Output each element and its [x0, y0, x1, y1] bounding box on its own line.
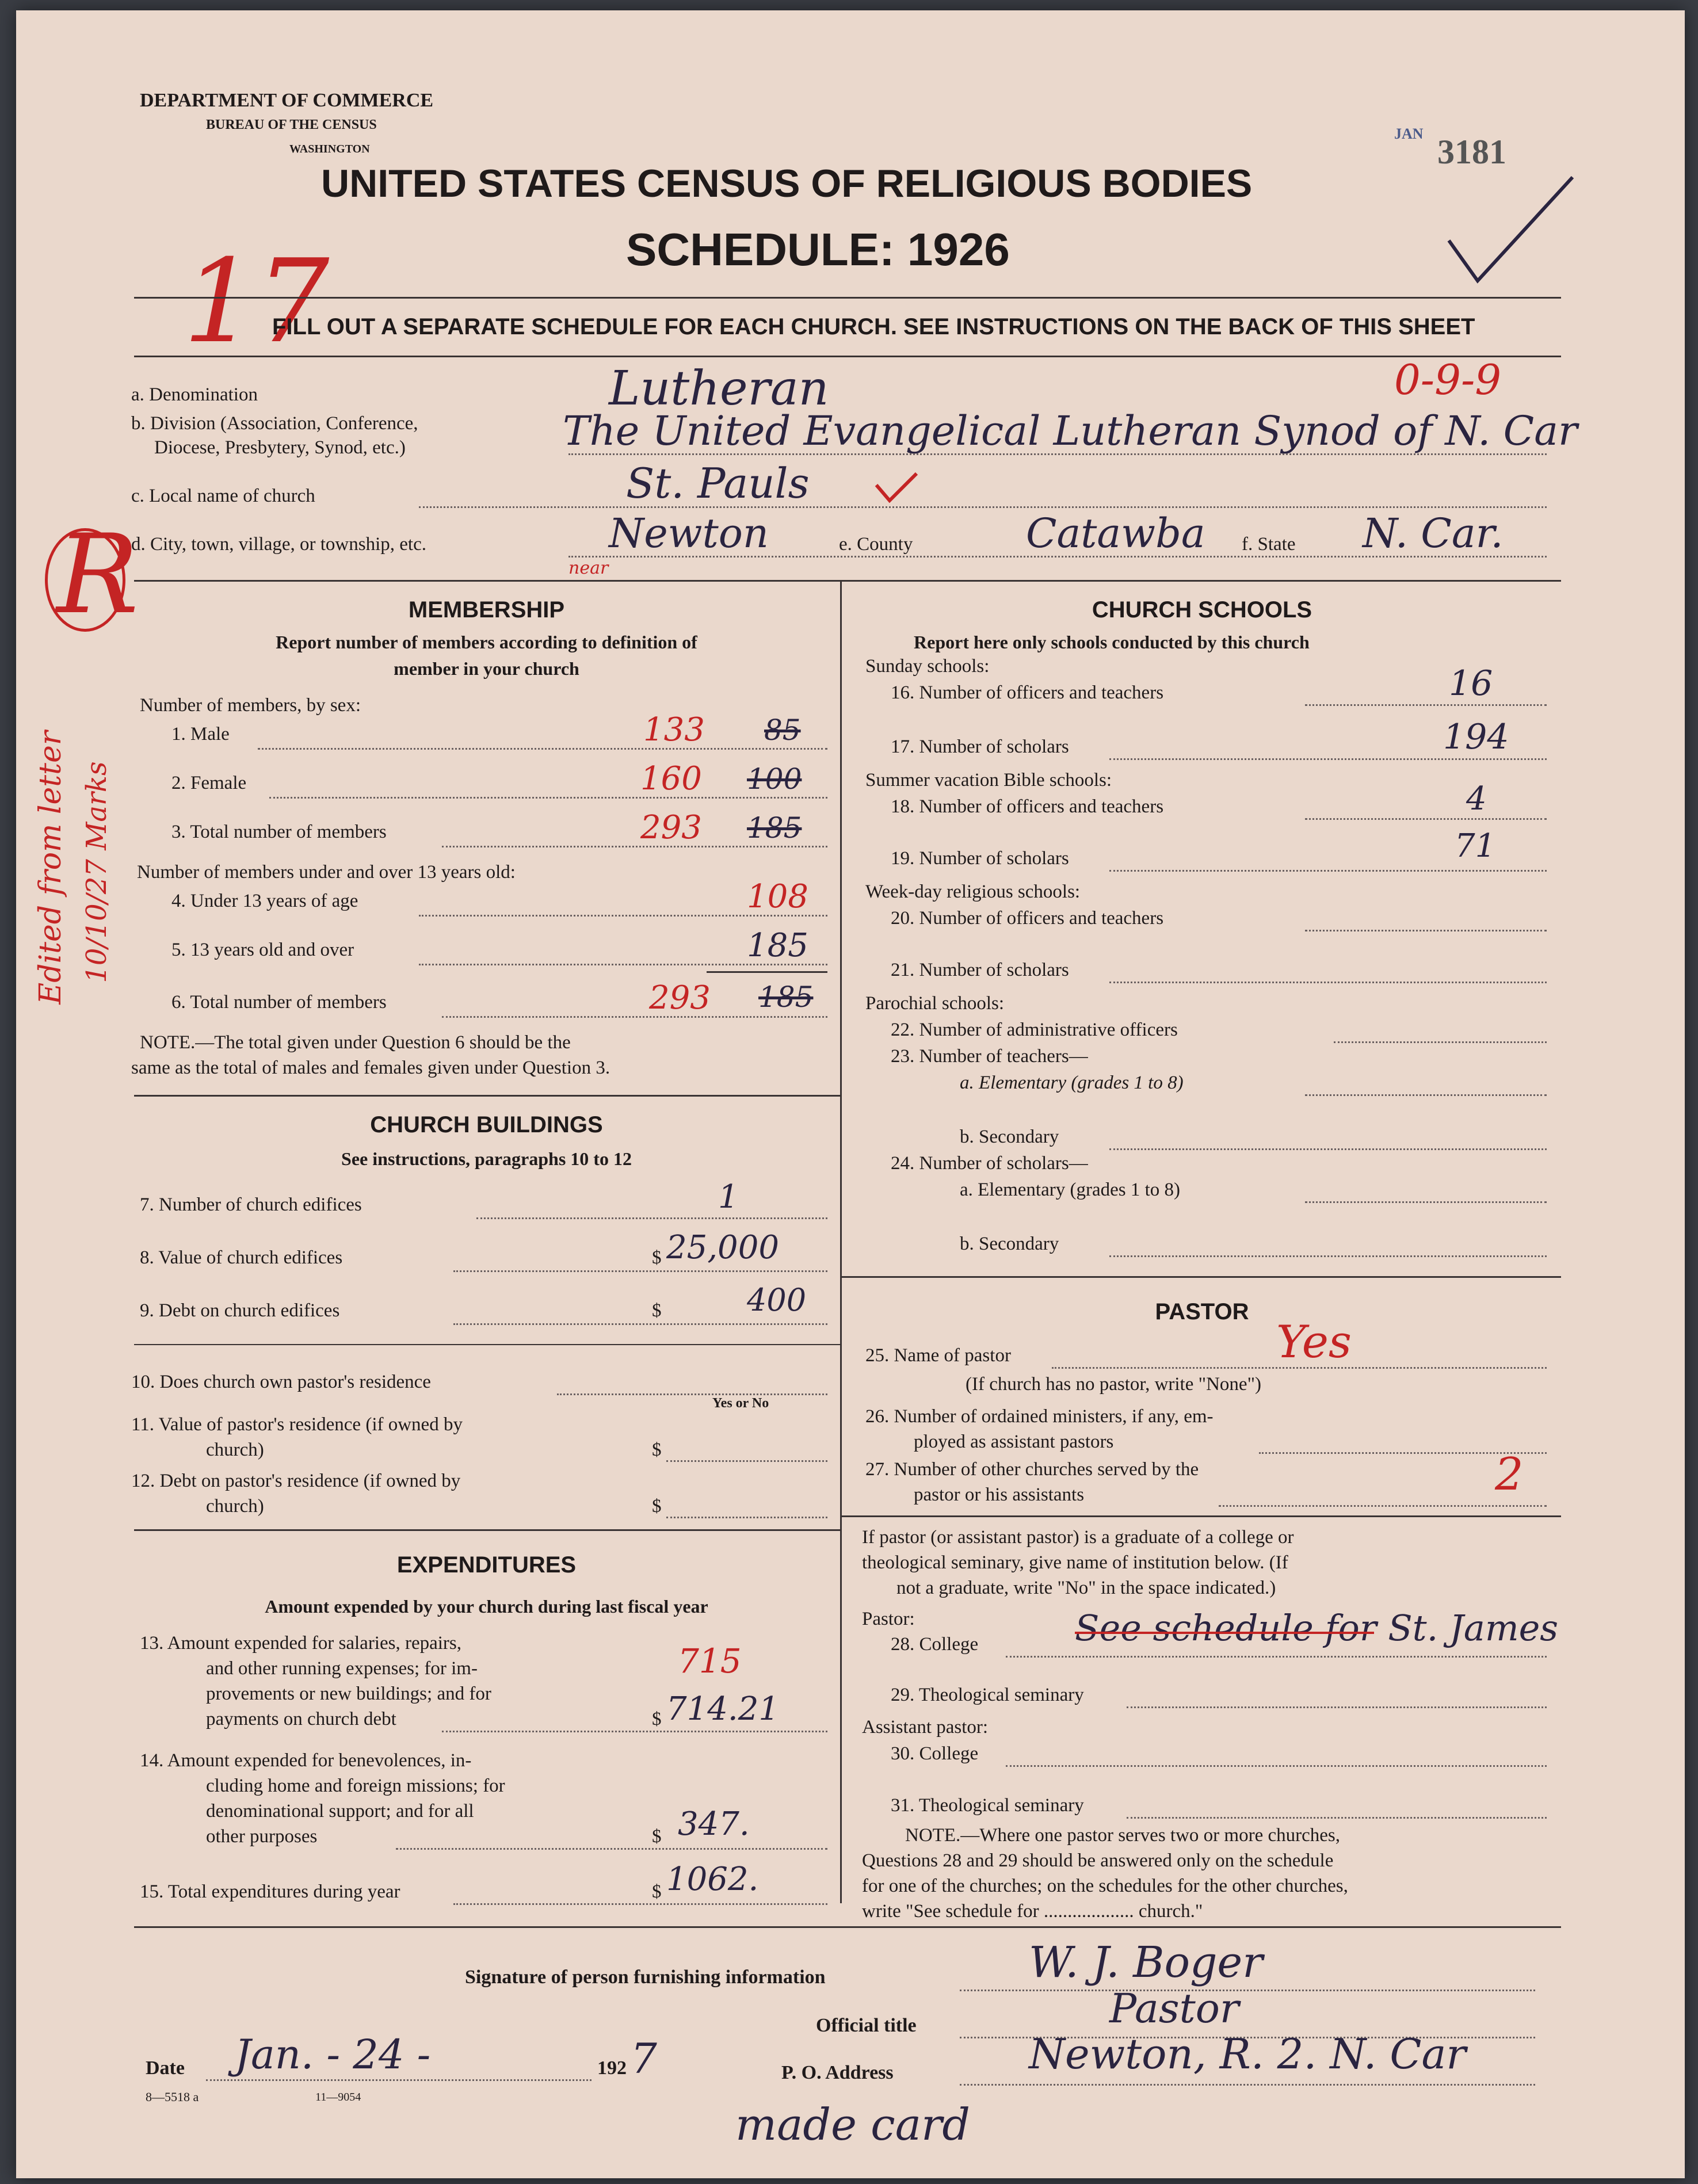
- q2-female-original: 100: [747, 762, 802, 796]
- division-value[interactable]: The United Evangelical Lutheran Synod of N. Car: [563, 407, 1578, 455]
- q19-value[interactable]: 71: [1455, 827, 1496, 865]
- q4-line: [419, 915, 827, 917]
- q4-under13-value[interactable]: 108: [747, 878, 808, 915]
- q24a-line: [1305, 1201, 1547, 1203]
- q23a-label: a. Elementary (grades 1 to 8): [960, 1072, 1184, 1093]
- pastor-note-2: Questions 28 and 29 should be answered only on the schedule: [862, 1850, 1334, 1871]
- red-check-icon: [873, 471, 919, 505]
- signature-label: Signature of person furnishing information: [465, 1967, 826, 1988]
- signature-value[interactable]: W. J. Boger: [1029, 1938, 1263, 1987]
- q27-label-1: 27. Number of other churches served by the: [865, 1459, 1199, 1480]
- city-line: [568, 556, 1547, 558]
- local-name-label: c. Local name of church: [131, 486, 315, 506]
- q26-label-1: 26. Number of ordained ministers, if any, em-: [865, 1406, 1214, 1427]
- q5-line: [419, 964, 827, 965]
- q30-line: [1006, 1765, 1547, 1767]
- q1-male-original: 85: [764, 713, 801, 747]
- membership-note-1: NOTE.—The total given under Question 6 should be the: [140, 1032, 571, 1053]
- q13-label-3: provements or new buildings; and for: [206, 1683, 491, 1704]
- identity-rule: [134, 580, 1561, 582]
- q12-residence-debt-label: 12. Debt on pastor's residence (if owned by: [131, 1471, 461, 1491]
- po-address-value[interactable]: Newton, R. 2. N. Car: [1029, 2030, 1466, 2078]
- age-header-label: Number of members under and over 13 years old:: [137, 862, 516, 883]
- q8-value-label: 8. Value of church edifices: [140, 1247, 343, 1268]
- q20-label: 20. Number of officers and teachers: [891, 908, 1164, 929]
- buildings-rule: [134, 1344, 840, 1345]
- q31-label: 31. Theological seminary: [891, 1795, 1084, 1816]
- q23a-line: [1305, 1094, 1547, 1096]
- q19-line: [1109, 870, 1547, 872]
- q9-dollar: $: [652, 1300, 662, 1321]
- q14-line: [396, 1848, 827, 1850]
- year-prefix: 192: [597, 2057, 627, 2079]
- q4-under13-label: 4. Under 13 years of age: [171, 891, 358, 911]
- q29-line: [1127, 1706, 1547, 1708]
- q12-line: [666, 1517, 827, 1518]
- city-label: d. City, town, village, or township, etc.: [131, 534, 426, 555]
- q14-label-4: other purposes: [206, 1826, 318, 1847]
- membership-note-2: same as the total of males and females given under Question 3.: [131, 1057, 610, 1078]
- sunday-schools-label: Sunday schools:: [865, 656, 990, 677]
- q2-line: [269, 797, 827, 799]
- q17-line: [1109, 758, 1547, 760]
- q15-dollar: $: [652, 1881, 662, 1902]
- q27-label-2: pastor or his assistants: [914, 1484, 1085, 1505]
- q24a-label: a. Elementary (grades 1 to 8): [960, 1179, 1181, 1200]
- buildings-heading: CHURCH BUILDINGS: [370, 1112, 603, 1137]
- q5-over13-value[interactable]: 185: [747, 927, 808, 964]
- q19-label: 19. Number of scholars: [891, 848, 1069, 869]
- form-title: UNITED STATES CENSUS OF RELIGIOUS BODIES: [321, 162, 1253, 205]
- q3-total-original: 185: [747, 811, 802, 845]
- form-subtitle: SCHEDULE: 1926: [626, 224, 1010, 275]
- q13-red-value: 715: [678, 1641, 742, 1681]
- yes-no-hint: Yes or No: [712, 1396, 769, 1411]
- schools-heading: CHURCH SCHOOLS: [1092, 597, 1312, 623]
- q7-edifices-value[interactable]: 1: [718, 1178, 739, 1216]
- header-rule-top: [134, 297, 1561, 299]
- q31-line: [1127, 1817, 1547, 1819]
- q15-total-label: 15. Total expenditures during year: [140, 1881, 400, 1902]
- q28-label: 28. College: [891, 1634, 979, 1655]
- q13-dollar: $: [652, 1709, 662, 1729]
- q12-residence-debt-label-2: church): [206, 1496, 264, 1517]
- q25-label: 25. Name of pastor: [865, 1345, 1011, 1366]
- pastor-note-4: write "See schedule for ................... church.": [862, 1901, 1203, 1922]
- dept-name: DEPARTMENT OF COMMERCE: [140, 90, 434, 111]
- q18-label: 18. Number of officers and teachers: [891, 796, 1164, 817]
- division-line: [568, 453, 1547, 455]
- q24b-line: [1109, 1255, 1547, 1257]
- q26-label-2: ployed as assistant pastors: [914, 1431, 1114, 1452]
- q7-edifices-label: 7. Number of church edifices: [140, 1194, 362, 1215]
- q27-value[interactable]: 2: [1495, 1449, 1524, 1500]
- pastor-subheading: Pastor:: [862, 1609, 915, 1629]
- denomination-label: a. Denomination: [131, 384, 258, 405]
- graduate-text-2: theological seminary, give name of institution below. (If: [862, 1552, 1288, 1573]
- local-name-value[interactable]: St. Pauls: [626, 459, 810, 507]
- buildings-subheading: See instructions, paragraphs 10 to 12: [341, 1148, 632, 1169]
- q2-female-value[interactable]: 160: [640, 760, 702, 797]
- q1-male-value[interactable]: 133: [643, 711, 705, 749]
- q14-label-3: denominational support; and for all: [206, 1801, 474, 1822]
- q15-line: [453, 1903, 827, 1905]
- q20-line: [1305, 930, 1547, 931]
- members-by-sex-label: Number of members, by sex:: [140, 695, 361, 716]
- residence-rule: [134, 1529, 840, 1531]
- code-mark: 0-9-9: [1394, 356, 1502, 404]
- r-mark: R: [56, 511, 139, 638]
- division-label: b. Division (Association, Conference,: [131, 413, 418, 434]
- q28-strike: [1075, 1632, 1374, 1634]
- po-address-label: P. O. Address: [781, 2062, 894, 2083]
- q3-line: [442, 846, 827, 847]
- stamp-number: 3181: [1437, 133, 1506, 171]
- q13-line: [442, 1731, 827, 1732]
- q18-value[interactable]: 4: [1466, 780, 1487, 818]
- pastor-note-3: for one of the churches; on the schedules for the other churches,: [862, 1876, 1348, 1896]
- instructions-line: FILL OUT A SEPARATE SCHEDULE FOR EACH CHURCH. SEE INSTRUCTIONS ON THE BACK OF THIS SHEET: [272, 314, 1475, 339]
- membership-heading: MEMBERSHIP: [408, 597, 565, 623]
- q21-label: 21. Number of scholars: [891, 960, 1069, 980]
- q24-label: 24. Number of scholars—: [891, 1153, 1088, 1174]
- q9-line: [453, 1323, 827, 1325]
- q6-line: [442, 1016, 827, 1018]
- q25-line: [1052, 1367, 1547, 1369]
- q13-label-4: payments on church debt: [206, 1709, 396, 1729]
- weekday-schools-label: Week-day religious schools:: [865, 881, 1081, 902]
- schools-subheading: Report here only schools conducted by this church: [914, 632, 1310, 652]
- q9-debt-value[interactable]: 400: [747, 1282, 807, 1318]
- membership-rule: [134, 1095, 840, 1097]
- membership-intro-1: Report number of members according to definition of: [276, 632, 697, 652]
- q10-line: [557, 1393, 827, 1395]
- q6-total-original: 185: [758, 980, 814, 1014]
- official-title-value[interactable]: Pastor: [1109, 1985, 1239, 2032]
- expenditures-heading: EXPENDITURES: [396, 1552, 577, 1578]
- q13-value[interactable]: 714.21: [666, 1690, 779, 1728]
- state-label: f. State: [1242, 534, 1296, 555]
- q28-line: [1006, 1656, 1547, 1658]
- date-label: Date: [146, 2057, 185, 2079]
- print-number: 11—9054: [315, 2091, 361, 2103]
- q28-value[interactable]: See schedule for St. James: [1075, 1607, 1559, 1649]
- q11-residence-value-label: 11. Value of pastor's residence (if owned by: [131, 1414, 463, 1435]
- q27-line: [1219, 1505, 1547, 1507]
- q12-dollar: $: [652, 1496, 662, 1517]
- q18-line: [1305, 818, 1547, 820]
- q13-label-1: 13. Amount expended for salaries, repairs,: [140, 1633, 462, 1654]
- q24b-label: b. Secondary: [960, 1234, 1059, 1254]
- q9-debt-label: 9. Debt on church edifices: [140, 1300, 340, 1321]
- checkmark-icon: [1443, 171, 1581, 298]
- q16-line: [1305, 704, 1547, 706]
- q1-line: [258, 748, 827, 750]
- q23b-label: b. Secondary: [960, 1127, 1059, 1147]
- q8-dollar: $: [652, 1247, 662, 1268]
- q25-note: (If church has no pastor, write "None"): [966, 1374, 1262, 1395]
- po-address-line: [960, 2084, 1535, 2086]
- q3-total-label: 3. Total number of members: [171, 822, 387, 842]
- q14-label-1: 14. Amount expended for benevolences, in-: [140, 1750, 472, 1771]
- q25-value[interactable]: Yes: [1276, 1316, 1352, 1368]
- q10-residence-label: 10. Does church own pastor's residence: [131, 1372, 431, 1392]
- q23b-line: [1109, 1148, 1547, 1150]
- summer-schools-label: Summer vacation Bible schools:: [865, 770, 1112, 791]
- q22-label: 22. Number of administrative officers: [891, 1020, 1178, 1040]
- schools-rule: [840, 1276, 1561, 1278]
- column-divider: [840, 580, 842, 1903]
- state-value[interactable]: N. Car.: [1363, 510, 1504, 557]
- q14-label-2: cluding home and foreign missions; for: [206, 1776, 505, 1796]
- q6-total-label: 6. Total number of members: [171, 992, 387, 1013]
- membership-intro-2: member in your church: [394, 658, 579, 679]
- q3-total-value[interactable]: 293: [640, 809, 702, 846]
- q23-label: 23. Number of teachers—: [891, 1046, 1088, 1067]
- local-name-line: [419, 506, 1547, 508]
- made-card-note: made card: [735, 2099, 971, 2150]
- q8-line: [453, 1270, 827, 1272]
- q1-male-label: 1. Male: [171, 724, 230, 744]
- q7-line: [476, 1217, 827, 1219]
- signature-line: [960, 1990, 1535, 1991]
- q2-female-label: 2. Female: [171, 773, 247, 793]
- header-rule-bottom: [134, 356, 1561, 357]
- bureau-name: BUREAU OF THE CENSUS: [206, 117, 377, 132]
- division-label-2: Diocese, Presbytery, Synod, etc.): [154, 437, 406, 458]
- footer-rule: [134, 1926, 1561, 1928]
- stamp-month: JAN: [1394, 125, 1424, 142]
- r-circle: [45, 528, 125, 632]
- q6-total-value[interactable]: 293: [649, 979, 711, 1017]
- margin-note-line-2: 10/10/27 Marks: [81, 761, 113, 983]
- q16-label: 16. Number of officers and teachers: [891, 682, 1164, 703]
- q29-label: 29. Theological seminary: [891, 1685, 1084, 1705]
- q11-residence-value-label-2: church): [206, 1440, 264, 1460]
- official-title-label: Official title: [816, 2015, 917, 2036]
- q11-dollar: $: [652, 1440, 662, 1460]
- graduate-text-3: not a graduate, write "No" in the space indicated.): [896, 1578, 1276, 1598]
- date-value[interactable]: Jan. - 24 -: [235, 2031, 431, 2078]
- q17-label: 17. Number of scholars: [891, 736, 1069, 757]
- pastor-heading: PASTOR: [1155, 1299, 1249, 1324]
- date-line: [206, 2079, 592, 2081]
- q5-over13-label: 5. 13 years old and over: [171, 940, 354, 960]
- denomination-value[interactable]: Lutheran: [609, 361, 829, 416]
- margin-note-line-1: Edited from letter: [33, 731, 68, 1005]
- census-schedule-form: [16, 10, 1685, 2178]
- corner-number-mark: 17: [183, 235, 330, 369]
- city-near-note: near: [568, 558, 609, 578]
- q21-line: [1109, 982, 1547, 983]
- q14-dollar: $: [652, 1826, 662, 1847]
- q22-line: [1334, 1041, 1547, 1043]
- expenditures-subheading: Amount expended by your church during last fiscal year: [265, 1596, 708, 1617]
- bureau-city: WASHINGTON: [289, 143, 370, 155]
- q15-total-value[interactable]: 1062.: [666, 1861, 759, 1898]
- q16-value[interactable]: 16: [1449, 663, 1493, 704]
- assistant-subheading: Assistant pastor:: [862, 1717, 989, 1738]
- q13-label-2: and other running expenses; for im-: [206, 1658, 478, 1679]
- year-value[interactable]: 7: [631, 2034, 657, 2083]
- graduate-text-1: If pastor (or assistant pastor) is a graduate of a college or: [862, 1527, 1294, 1548]
- parochial-schools-label: Parochial schools:: [865, 993, 1005, 1014]
- q11-line: [666, 1460, 827, 1462]
- q14-value[interactable]: 347.: [678, 1805, 750, 1843]
- q5-sum-rule: [707, 971, 827, 973]
- q8-value-value[interactable]: 25,000: [666, 1229, 779, 1266]
- q30-label: 30. College: [891, 1743, 979, 1764]
- pastor-note-1: NOTE.—Where one pastor serves two or more churches,: [905, 1825, 1340, 1846]
- form-number: 8—5518 a: [146, 2090, 199, 2104]
- county-label: e. County: [839, 534, 913, 555]
- city-value[interactable]: Newton: [609, 510, 769, 557]
- q17-value[interactable]: 194: [1443, 717, 1509, 757]
- pastor-rule: [840, 1515, 1561, 1517]
- county-value[interactable]: Catawba: [1026, 510, 1205, 557]
